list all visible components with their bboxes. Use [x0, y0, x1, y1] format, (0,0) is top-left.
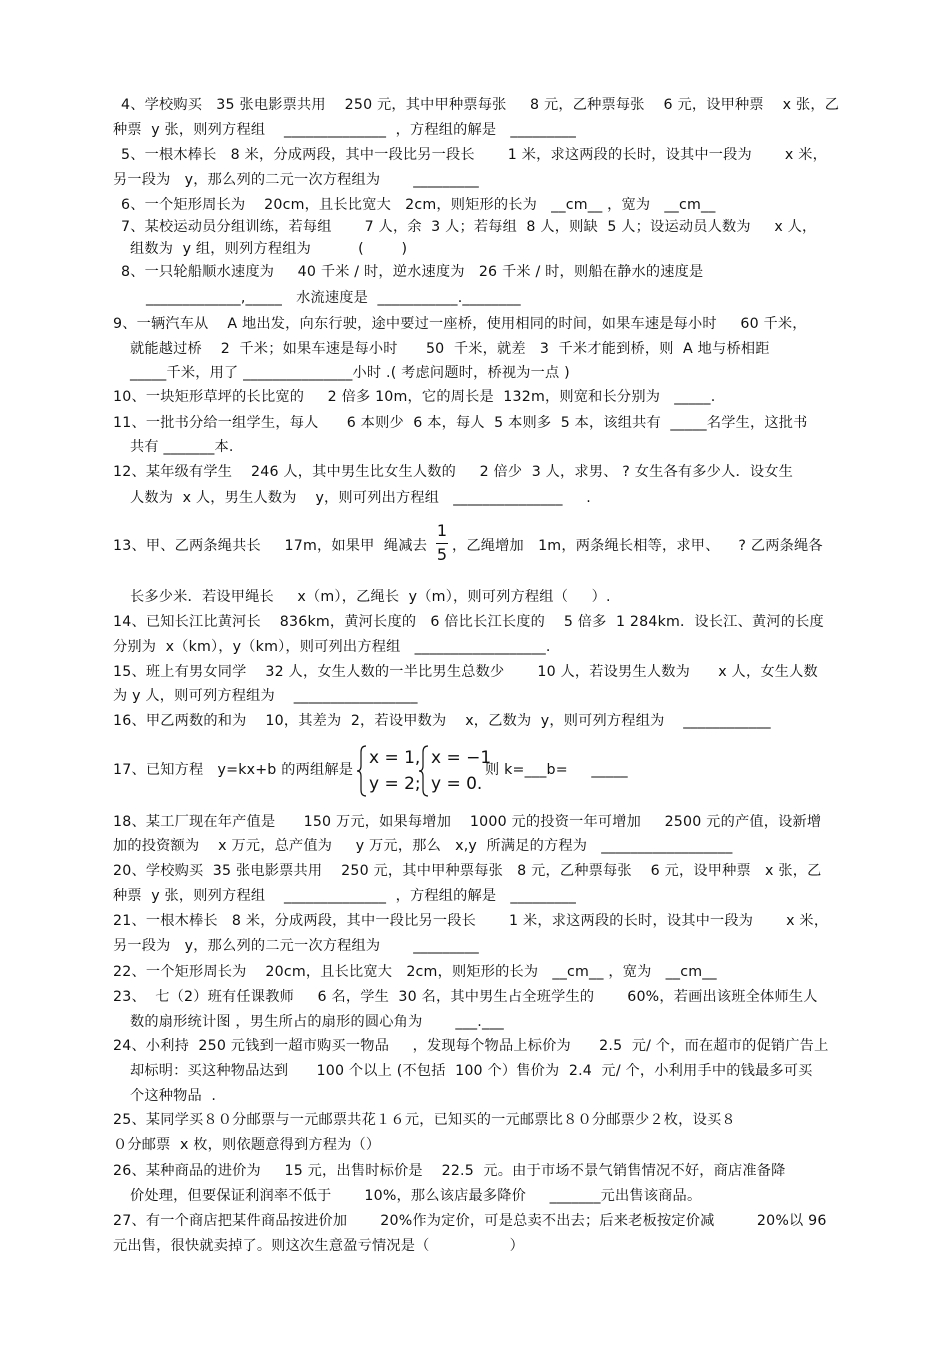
- q25-line-1: 25、某同学买８０分邮票与一元邮票共花１６元，已知买的一元邮票比８０分邮票少２枚，设买８: [113, 1112, 736, 1128]
- q7-line-1: 7、某校运动员分组训练，若每组 7 人，余 3 人；若每组 8 人，则缺 5 人；设运动员人数为 x 人，: [121, 219, 817, 235]
- q26-line-2: 价处理，但要保证利润率不低于 10%，那么该店最多降价 _______元出售该商品。: [130, 1188, 702, 1204]
- q8-line-1: 8、一只轮船顺水速度为 40 千米 / 时，逆水速度为 26 千米 / 时，则船在静水的速度是: [121, 264, 704, 280]
- fraction-numerator: 1: [436, 521, 448, 540]
- q13-line-1b: ，乙绳增加 1m，两条绳长相等，求甲、 ? 乙两条绳各: [452, 538, 823, 554]
- left-brace-1: [356, 744, 368, 798]
- q11-line-2: 共有 _______本.: [130, 439, 234, 455]
- q27-line-1: 27、有一个商店把某件商品按进价加 20%作为定价，可是总卖不出去；后来老板按定价减 20%以 96: [113, 1213, 827, 1229]
- q18-line-2: 加的投资额为 x 万元，总产值为 y 万元，那么 x,y 所满足的方程为 __________________: [113, 838, 733, 854]
- q21-line-2: 另一段为 y，那么列的二元一次方程组为 _________: [113, 938, 479, 954]
- q11-line-1: 11、一批书分给一组学生，每人 6 本则少 6 本，每人 5 本则多 5 本，该组共有 _____名学生，这批书: [113, 415, 808, 431]
- q14-line-2: 分别为 x（km），y（km），则可列出方程组 __________________.: [113, 639, 551, 655]
- q15-line-1: 15、班上有男女同学 32 人，女生人数的一半比男生总数少 10 人，若设男生人数为 x 人，女生人数: [113, 664, 818, 680]
- q27-line-2: 元出售，很快就卖掉了。则这次生意盈亏情况是（ ）: [113, 1238, 524, 1254]
- q23-line-1: 23、 七（2）班有任课教师 6 名，学生 30 名，其中男生占全班学生的 60%，若画出该班全体师生人: [113, 989, 818, 1005]
- q17-line-a: 17、已知方程 y=kx+b 的两组解是: [113, 762, 354, 778]
- fraction-denominator: 5: [436, 545, 448, 564]
- q24-line-2: 却标明：买这种物品达到 100 个以上 (不包括 100 个）售价为 2.4 元/ 个，小利用手中的钱最多可买: [130, 1063, 813, 1079]
- q5-line-1: 5、一根木棒长 8 米，分成两段，其中一段比另一段长 1 米，求这两段的长时，设其中一段为 x 米，: [121, 147, 827, 163]
- q4-line-1: 4、学校购买 35 张电影票共用 250 元，其中甲种票每张 8 元，乙种票每张 6 元，设甲种票 x 张，乙: [121, 97, 840, 113]
- q4-line-2: 种票 y 张，则列方程组 ______________ ，方程组的解是 _________: [113, 122, 577, 138]
- q26-line-1: 26、某种商品的进价为 15 元，出售时标价是 22.5 元。由于市场不景气销售情况不好，商店准备降: [113, 1163, 786, 1179]
- q10-line: 10、一块矩形草坪的长比宽的 2 倍多 10m，它的周长是 132m，则宽和长分别为 _____.: [113, 389, 716, 405]
- q18-line-1: 18、某工厂现在年产值是 150 万元，如果每增加 1000 元的投资一年可增加 2500 元的产值，设新增: [113, 814, 822, 830]
- q7-line-2: 组数为 y 组，则列方程组为 ( ): [130, 241, 408, 257]
- system2-eq1: x = −1: [431, 748, 492, 768]
- q16-line: 16、甲乙两数的和为 10，其差为 2，若设甲数为 x，乙数为 y，则可列方程组为 ____________: [113, 713, 771, 729]
- q8-line-2: _____________,_____ 水流速度是 ___________.________: [146, 290, 521, 306]
- system1-eq2: y = 2;: [369, 774, 421, 794]
- q9-line-1: 9、一辆汽车从 A 地出发，向东行驶，途中要过一座桥，使用相同的时间，如果车速是每小时 60 千米，: [113, 316, 807, 332]
- q13-line-1a: 13、甲、乙两条绳共长 17m，如果甲 绳减去: [113, 538, 428, 554]
- q21-line-1: 21、一根木棒长 8 米，分成两段，其中一段比另一段长 1 米，求这两段的长时，设其中一段为 x 米，: [113, 913, 829, 929]
- q5-line-2: 另一段为 y，那么列的二元一次方程组为 _________: [113, 172, 479, 188]
- q20-line-2: 种票 y 张，则列方程组 ______________ ，方程组的解是 _________: [113, 888, 577, 904]
- q25-line-2: ０分邮票 x 枚，则依题意得到方程为（）: [113, 1137, 381, 1153]
- q9-line-2: 就能越过桥 2 千米；如果车速是每小时 50 千米，就差 3 千米才能到桥，则 A 地与桥相距: [130, 341, 770, 357]
- q13-line-2: 长多少米．若设甲绳长 x（m），乙绳长 y（m），则可列方程组（ ）.: [130, 589, 611, 605]
- q6-line: 6、一个矩形周长为 20cm，且长比宽大 2cm，则矩形的长为 __cm__ ，宽为 __cm__: [121, 197, 716, 213]
- q9-line-3: _____千米，用了 _______________小时 .( 考虑问题时，桥视为一点 ): [130, 365, 570, 381]
- q15-line-2: 为 y 人，则可列方程组为 _________________: [113, 688, 418, 704]
- q12-line-2: 人数为 x 人，男生人数为 y，则可列出方程组 _______________ .: [130, 490, 591, 506]
- q20-line-1: 20、学校购买 35 张电影票共用 250 元，其中甲种票每张 8 元，乙种票每张 6 元，设甲种票 x 张，乙: [113, 863, 822, 879]
- q17-line-b: 则 k=___b= _____: [485, 762, 628, 778]
- system1-eq1: x = 1,: [369, 748, 421, 768]
- fraction-bar: [436, 543, 448, 544]
- left-brace-2: [418, 744, 430, 798]
- q12-line-1: 12、某年级有学生 246 人，其中男生比女生人数的 2 倍少 3 人，求男、 ? 女生各有多少人．设女生: [113, 464, 794, 480]
- q24-line-3: 个这种物品 .: [130, 1088, 217, 1104]
- q14-line-1: 14、已知长江比黄河长 836km，黄河长度的 6 倍比长江长度的 5 倍多 1 284km．设长江、黄河的长度: [113, 614, 824, 630]
- q23-line-2: 数的扇形统计图 ，男生所占的扇形的圆心角为 ___.___: [130, 1014, 504, 1030]
- system2-eq2: y = 0.: [431, 774, 483, 794]
- q22-line: 22、一个矩形周长为 20cm，且长比宽大 2cm，则矩形的长为 __cm__ ，宽为 __cm__: [113, 964, 717, 980]
- q24-line-1: 24、小利持 250 元钱到一超市购买一物品 ，发现每个物品上标价为 2.5 元/ 个，而在超市的促销广告上: [113, 1038, 829, 1054]
